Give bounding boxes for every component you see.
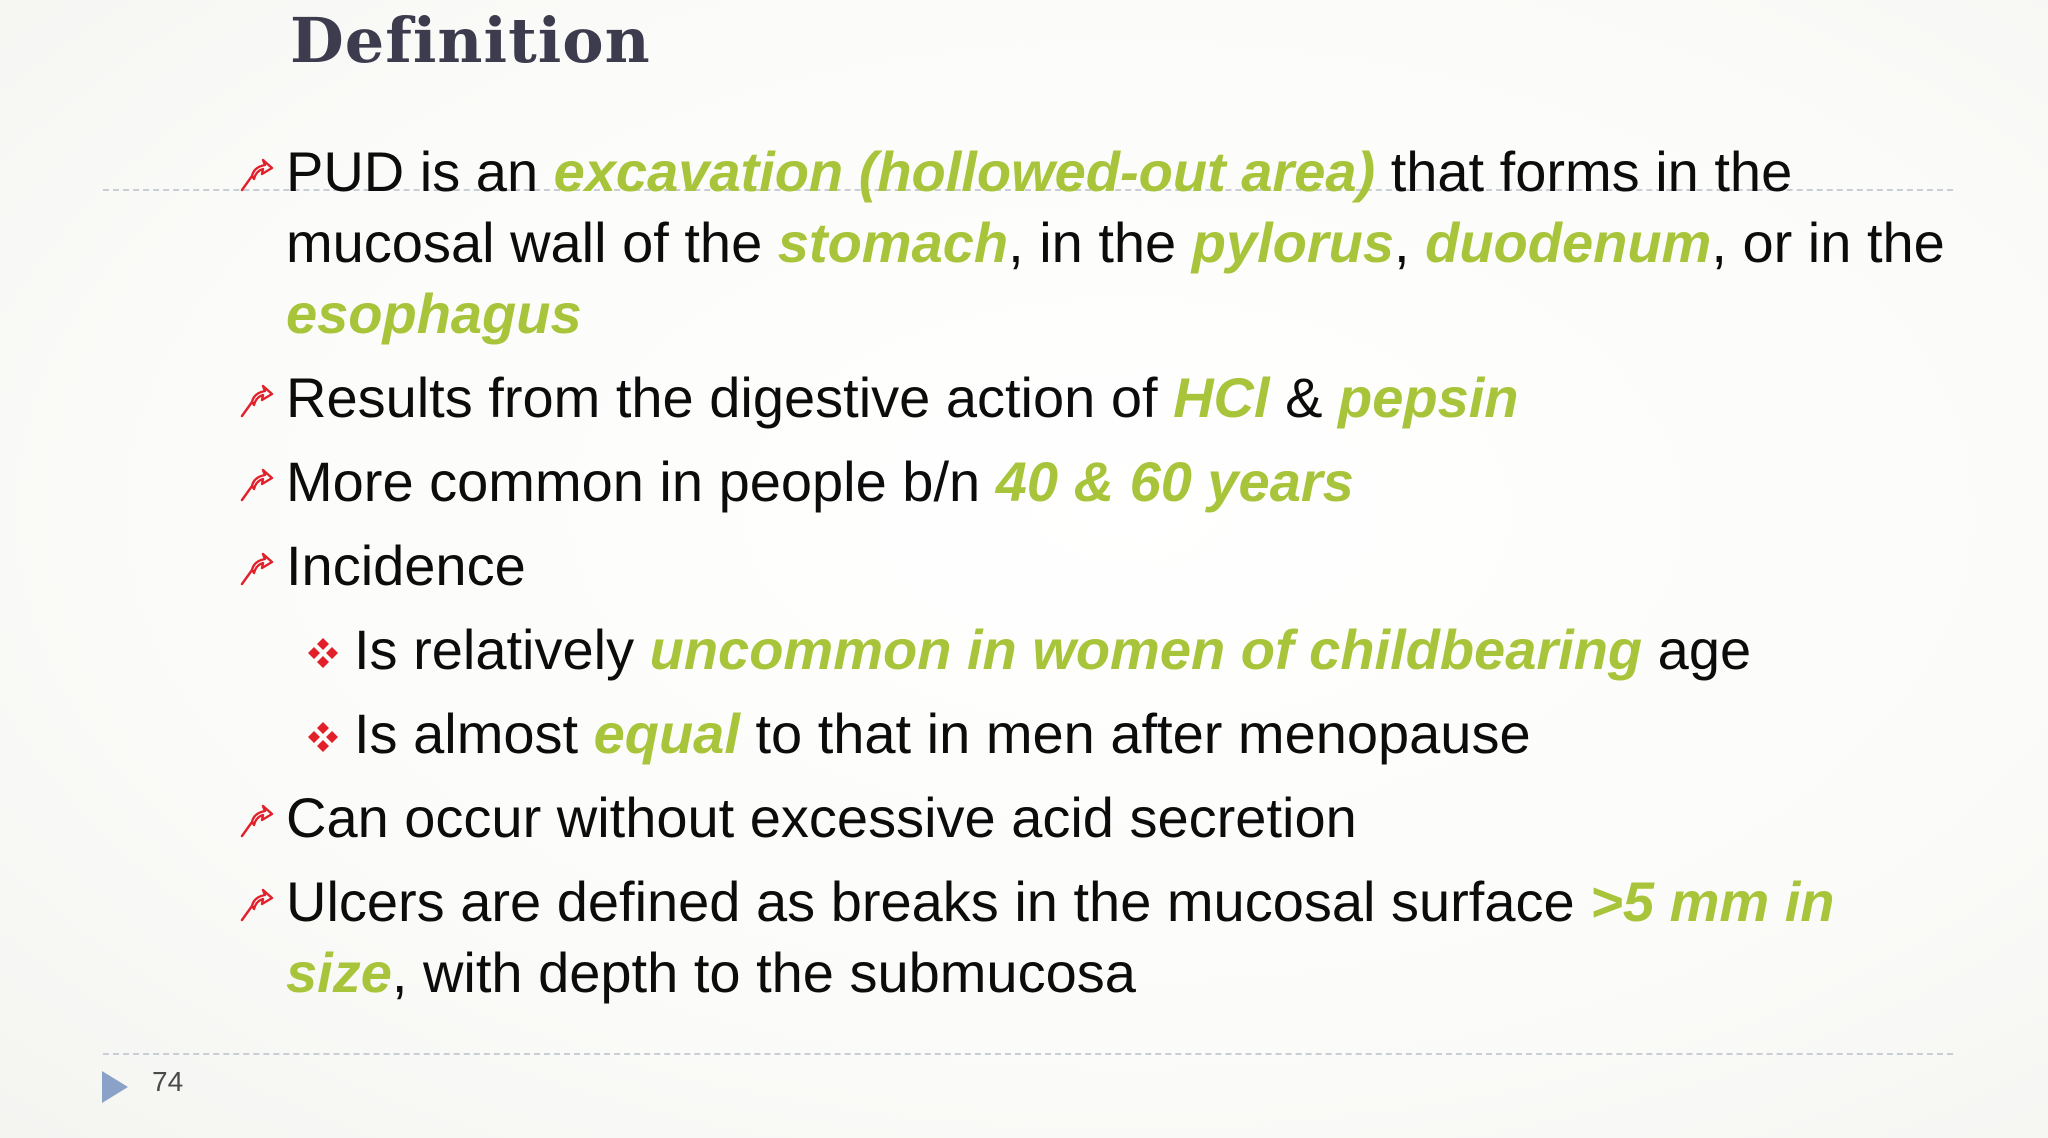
play-triangle-icon <box>102 1071 128 1103</box>
bullet-text: , with depth to the submucosa <box>391 941 1136 1004</box>
highlight-text: equal <box>593 702 740 765</box>
bullet-text: that forms in the mucosal wall of the <box>286 140 1793 274</box>
bullet-text: Can occur without excessive acid secretion <box>286 786 1357 849</box>
curved-arrow-icon <box>238 157 274 193</box>
sub-bullet-women <box>238 614 1958 685</box>
bullet-text: age <box>1642 618 1752 681</box>
highlight-text: 40 & 60 years <box>995 450 1354 513</box>
bullet-acid <box>238 782 1958 853</box>
highlight-text: uncommon in women of childbearing <box>649 618 1643 681</box>
bullet-text: PUD is an <box>286 140 554 203</box>
bullet-text: , or in the <box>1711 211 1945 274</box>
curved-arrow-icon <box>238 383 274 419</box>
bullet-age <box>238 446 1958 517</box>
highlight-text: pylorus <box>1191 211 1395 274</box>
bullet-size <box>238 866 1958 1008</box>
bullet-text: Is relatively <box>354 618 650 681</box>
bullet-text: , <box>1394 211 1426 274</box>
bullet-text: Ulcers are defined as breaks in the mucosal surface <box>286 870 1591 933</box>
curved-arrow-icon <box>238 887 274 923</box>
curved-arrow-icon <box>238 803 274 839</box>
highlight-text: duodenum <box>1425 211 1712 274</box>
highlight-text: pepsin <box>1338 366 1519 429</box>
bullet-text: to that in men after menopause <box>739 702 1531 765</box>
bullet-text: Is almost <box>354 702 594 765</box>
page-number: 74 <box>152 1066 184 1097</box>
bullet-text: More common in people b/n <box>286 450 996 513</box>
curved-arrow-icon <box>238 467 274 503</box>
bullet-text: Results from the digestive action of <box>286 366 1174 429</box>
bullet-text: & <box>1269 366 1339 429</box>
four-diamond-icon <box>306 720 340 754</box>
highlight-text: HCl <box>1173 366 1270 429</box>
bullet-text: , in the <box>1008 211 1192 274</box>
bullet-cause <box>238 362 1958 433</box>
highlight-text: excavation (hollowed-out area) <box>553 140 1376 203</box>
bullet-incidence <box>238 530 1958 601</box>
four-diamond-icon <box>306 636 340 670</box>
slide-title: Definition <box>290 4 651 77</box>
curved-arrow-icon <box>238 551 274 587</box>
slide-body <box>238 136 1958 1021</box>
bottom-divider <box>103 1053 1953 1055</box>
bullet-text: Incidence <box>286 534 526 597</box>
highlight-text: esophagus <box>286 282 582 345</box>
sub-bullet-menopause <box>238 698 1958 769</box>
highlight-text: stomach <box>777 211 1009 274</box>
highlight-text: >5 mm in size <box>286 870 1835 1004</box>
bullet-definition <box>238 136 1958 349</box>
